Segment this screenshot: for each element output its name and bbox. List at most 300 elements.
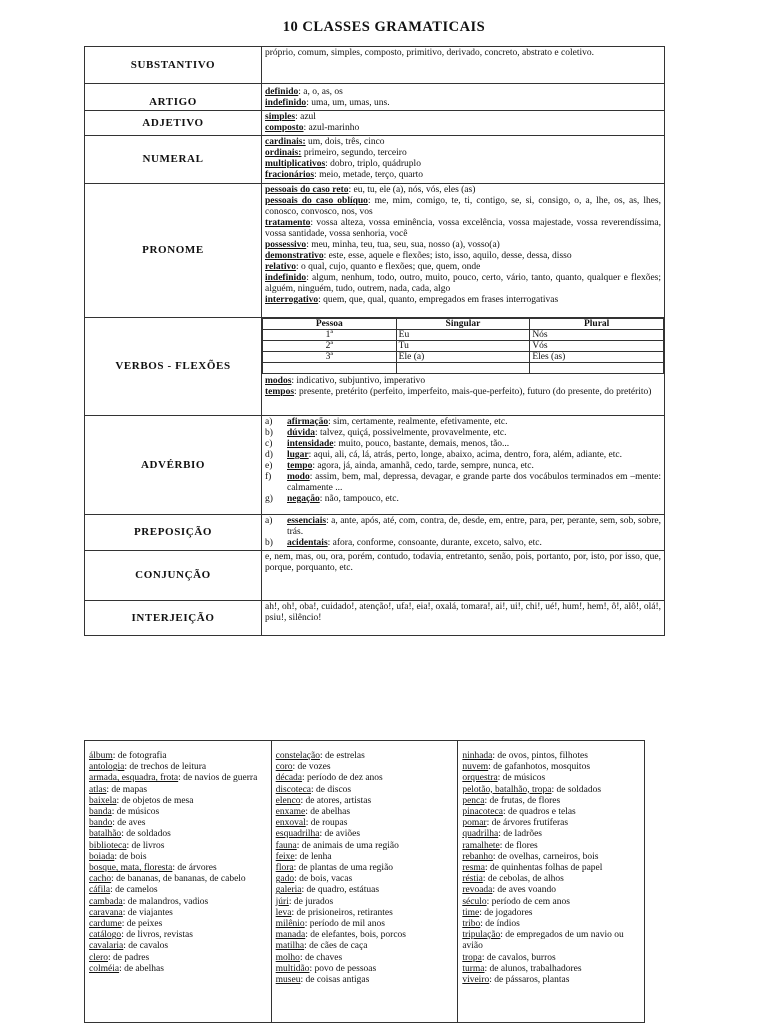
collective-meaning: : de músicos xyxy=(111,807,160,818)
item-key: lugar xyxy=(287,450,309,460)
entry-key: indefinido xyxy=(265,98,307,108)
collective-item xyxy=(89,818,267,829)
collective-item xyxy=(462,829,640,840)
collective-meaning: : de mapas xyxy=(106,784,148,795)
collective-item xyxy=(276,818,454,829)
item-key: afirmação xyxy=(287,417,329,427)
table-cell: Ele (a) xyxy=(396,352,530,363)
entry-text: : azul xyxy=(295,112,316,122)
collective-word: banda xyxy=(89,807,112,818)
entry-text: um, dois, três, cinco xyxy=(305,137,385,147)
class-content xyxy=(262,111,665,136)
item-marker: e) xyxy=(265,461,273,471)
collective-meaning: : de lenha xyxy=(294,851,332,862)
collective-meaning: : de alunos, trabalhadores xyxy=(484,963,582,974)
entry-key: fracionários xyxy=(265,170,315,180)
collective-word: década xyxy=(275,773,303,784)
collective-word: coro xyxy=(275,762,293,773)
collectives-column-3 xyxy=(458,741,645,1023)
collective-item xyxy=(462,796,640,807)
table-cell: 2ª xyxy=(263,341,397,352)
item-key: acidentais xyxy=(287,538,328,548)
collective-meaning: : de estrelas xyxy=(319,751,365,761)
entry-key: ordinais: xyxy=(265,148,302,158)
item-marker: b) xyxy=(265,538,273,548)
item-key: essenciais xyxy=(287,516,327,526)
collective-meaning: : de atores, artistas xyxy=(300,795,372,806)
table-row xyxy=(263,330,664,341)
item-text: lugar: aqui, ali, cá, lá, atrás, perto, longe, abaixo, acima, dentro, fora, além, adiante, etc. xyxy=(287,450,623,460)
collective-word: bando xyxy=(89,818,113,829)
collective-word: multidão xyxy=(275,963,310,974)
collective-word: revoada xyxy=(462,885,493,896)
entry-text: primeiro, segundo, terceiro xyxy=(301,148,407,158)
adverb-list xyxy=(265,417,661,505)
collective-word: século xyxy=(462,896,487,907)
collective-item xyxy=(89,964,267,975)
collective-item xyxy=(462,773,640,784)
collective-meaning: : de flores xyxy=(499,840,538,851)
collective-item xyxy=(276,930,454,941)
collective-word: cacho xyxy=(89,874,112,885)
collective-item xyxy=(89,919,267,930)
table-cell: Eles (as) xyxy=(530,352,664,363)
collective-item xyxy=(89,941,267,952)
class-label: SUBSTANTIVO xyxy=(85,47,262,84)
item-key: negação xyxy=(287,494,320,504)
item-text: afirmação: sim, certamente, realmente, efetivamente, etc. xyxy=(287,417,508,427)
item-key: dúvida xyxy=(287,428,315,438)
collective-meaning: : de navios de guerra xyxy=(178,773,258,784)
collective-meaning: : período de cem anos xyxy=(486,896,570,907)
collective-word: boiada xyxy=(89,851,115,862)
collective-word: turma xyxy=(462,963,485,974)
collective-meaning: : de elefantes, bois, porcos xyxy=(305,930,406,941)
collective-word: cáfila xyxy=(89,885,111,896)
collective-word: pelotão, batalhão, tropa xyxy=(462,784,552,795)
list-item xyxy=(265,461,661,472)
entry-text: : meu, minha, teu, tua, seu, sua, nosso (a), vosso(a) xyxy=(306,240,500,250)
item-marker: f) xyxy=(265,472,272,482)
collective-word: quadrilha xyxy=(462,829,499,840)
entry-text: : dobro, triplo, quádruplo xyxy=(325,159,421,169)
collective-item xyxy=(276,897,454,908)
collective-item xyxy=(462,874,640,885)
collective-meaning: : de frutas, de flores xyxy=(484,795,561,806)
table-row xyxy=(263,363,664,374)
entry-line xyxy=(265,87,661,98)
entry-key: relativo xyxy=(265,262,296,272)
collective-meaning: : de árvores xyxy=(172,863,217,874)
class-content xyxy=(262,184,665,318)
collective-meaning: : de animais de uma região xyxy=(296,840,399,851)
list-item xyxy=(265,428,661,439)
class-label: PRONOME xyxy=(85,184,262,318)
class-label: PREPOSIÇÃO xyxy=(85,515,262,551)
collective-item xyxy=(89,897,267,908)
collective-meaning: : de peixes xyxy=(121,919,163,930)
collective-meaning: : de ladrões xyxy=(498,829,542,840)
collective-word: colméia xyxy=(89,963,120,974)
collective-item xyxy=(276,807,454,818)
collective-word: cardume xyxy=(89,919,122,930)
collective-word: museu xyxy=(275,975,301,986)
collective-meaning: : de bois xyxy=(114,851,147,862)
collective-item xyxy=(276,975,454,986)
collective-word: antologia xyxy=(89,762,125,773)
collective-word: discoteca xyxy=(275,784,311,795)
collective-item xyxy=(89,930,267,941)
list-item xyxy=(265,538,661,549)
item-key: modo xyxy=(287,472,310,482)
collective-meaning: : de abelhas xyxy=(119,963,164,974)
list-item xyxy=(265,516,661,538)
collective-item xyxy=(89,762,267,773)
collective-meaning: : de objetos de mesa xyxy=(116,795,194,806)
collective-meaning: : de quadro, estátuas xyxy=(301,885,380,896)
collective-meaning: : de coisas antigas xyxy=(300,975,370,986)
collective-item xyxy=(276,874,454,885)
row-numeral xyxy=(85,136,665,184)
collective-word: réstia xyxy=(462,874,483,885)
collective-meaning: : de camelos xyxy=(110,885,158,896)
list-item xyxy=(265,472,661,494)
collective-item xyxy=(462,964,640,975)
collective-meaning: : de bois, vacas xyxy=(294,874,353,885)
collective-meaning: : de chaves xyxy=(299,952,343,963)
collective-word: nuvem xyxy=(462,762,489,773)
class-label: INTERJEIÇÃO xyxy=(85,601,262,636)
entry-key: modos xyxy=(265,376,292,386)
collective-word: catálogo xyxy=(89,930,122,941)
entry-line xyxy=(265,295,661,306)
entry-text: : algum, nenhum, todo, outro, muito, pouco, certo, vário, tanto, quanto, qualquer e flexões; alguém, ninguém, tudo, outrem, nada, cada, algo xyxy=(265,273,661,294)
item-text: negação: não, tampouco, etc. xyxy=(287,494,399,504)
class-label: CONJUNÇÃO xyxy=(85,551,262,601)
item-text: intensidade: muito, pouco, bastante, demais, menos, tão... xyxy=(287,439,510,449)
collective-word: cambada xyxy=(89,896,123,907)
entry-line xyxy=(265,123,661,134)
table-cell: Eu xyxy=(396,330,530,341)
page-title: 10 CLASSES GRAMATICAIS xyxy=(282,19,486,35)
entry-text: : o qual, cujo, quanto e flexões; que, quem, onde xyxy=(295,262,481,272)
collective-item xyxy=(89,841,267,852)
entry-line xyxy=(265,148,661,159)
collective-word: batalhão xyxy=(89,829,122,840)
conjugation-table xyxy=(262,318,664,374)
collective-meaning: : de cães de caça xyxy=(304,941,368,952)
collective-word: constelação xyxy=(275,751,320,761)
preposition-list xyxy=(265,516,661,549)
collective-word: milênio xyxy=(275,919,305,930)
collective-word: baixela xyxy=(89,795,117,806)
collective-item xyxy=(462,852,640,863)
collective-item xyxy=(276,852,454,863)
table-cell xyxy=(396,363,530,374)
class-content xyxy=(262,84,665,111)
collective-word: enxoval xyxy=(275,818,306,829)
collective-meaning: : de livros, revistas xyxy=(121,930,193,941)
entry-key: interrogativo xyxy=(265,295,319,305)
collective-meaning: : período de mil anos xyxy=(304,919,385,930)
row-verbos xyxy=(85,318,665,416)
collective-item xyxy=(276,829,454,840)
item-text: dúvida: talvez, quiçá, possivelmente, provavelmente, etc. xyxy=(287,428,507,438)
collective-meaning: : de vozes xyxy=(292,762,331,773)
class-content xyxy=(262,136,665,184)
collective-word: galeria xyxy=(275,885,302,896)
collective-item xyxy=(89,773,267,784)
entry-line xyxy=(265,218,661,240)
list-item xyxy=(265,417,661,428)
entry-line xyxy=(265,159,661,170)
item-key: intensidade xyxy=(287,439,334,449)
collective-word: bosque, mata, floresta xyxy=(89,863,173,874)
collective-word: viveiro xyxy=(462,975,490,986)
entry-key: pessoais do caso reto xyxy=(265,185,349,195)
collective-meaning: : de pássaros, plantas xyxy=(489,975,570,986)
class-content xyxy=(262,318,665,416)
collective-meaning: : de abelhas xyxy=(305,807,351,818)
collective-meaning: : de músicos xyxy=(497,773,546,784)
collective-meaning: : de trechos de leitura xyxy=(124,762,207,773)
collective-meaning: : de soldados xyxy=(121,829,171,840)
collective-item xyxy=(89,953,267,964)
collective-item xyxy=(462,908,640,919)
collective-word: álbum xyxy=(89,751,113,761)
entry-line xyxy=(265,273,661,295)
collective-item xyxy=(276,785,454,796)
entry-line xyxy=(265,376,661,387)
entry-key: demonstrativo xyxy=(265,251,324,261)
row-conjuncao xyxy=(85,551,665,601)
entry-text: : quem, que, qual, quanto, empregados em frases interrogativas xyxy=(318,295,559,305)
collective-meaning: : de empregados de um navio ou avião xyxy=(462,930,624,952)
collective-item xyxy=(89,829,267,840)
collectives-column-2 xyxy=(271,741,458,1023)
item-text: modo: assim, bem, mal, depressa, devagar, e grande parte dos vocábulos terminados em –mente: calmamente ... xyxy=(287,472,661,493)
collective-item xyxy=(276,908,454,919)
entry-key: indefinido xyxy=(265,273,307,283)
collective-item xyxy=(89,908,267,919)
collective-word: caravana xyxy=(89,907,123,918)
table-cell: 1ª xyxy=(263,330,397,341)
row-adjetivo xyxy=(85,111,665,136)
entry-key: multiplicativos xyxy=(265,159,326,169)
entry-line xyxy=(265,196,661,218)
collective-item xyxy=(276,885,454,896)
collective-word: rebanho xyxy=(462,851,493,862)
collective-meaning: : de discos xyxy=(311,784,352,795)
collective-meaning: : de aves voando xyxy=(492,885,556,896)
collective-meaning: : de roupas xyxy=(305,818,348,829)
collective-word: elenco xyxy=(275,795,301,806)
collective-word: orquestra xyxy=(462,773,498,784)
item-marker: b) xyxy=(265,428,273,438)
table-cell: Tu xyxy=(396,341,530,352)
entry-line xyxy=(265,240,661,251)
list-item xyxy=(265,439,661,450)
collective-item xyxy=(89,751,267,762)
collective-word: pinacoteca xyxy=(462,807,503,818)
item-text: tempo: agora, já, ainda, amanhã, cedo, tarde, sempre, nunca, etc. xyxy=(287,461,534,471)
collective-item xyxy=(276,841,454,852)
collective-item xyxy=(462,919,640,930)
collective-item xyxy=(89,852,267,863)
collective-item xyxy=(276,762,454,773)
collective-meaning: : de jogadores xyxy=(479,907,533,918)
collective-item xyxy=(276,919,454,930)
collective-item xyxy=(276,941,454,952)
classes-table xyxy=(84,46,665,636)
entry-text: : azul-marinho xyxy=(303,123,360,133)
collectives-table xyxy=(84,740,645,1023)
collective-item xyxy=(462,751,640,762)
entry-key: definido xyxy=(265,87,299,97)
collective-item xyxy=(462,975,640,986)
collective-word: flora xyxy=(275,863,294,874)
row-adverbio xyxy=(85,416,665,515)
collective-meaning: : de cebolas, de alhos xyxy=(482,874,564,885)
collective-meaning: : de quinhentas folhas de papel xyxy=(485,863,603,874)
class-label: VERBOS - FLEXÕES xyxy=(85,318,262,416)
collective-item xyxy=(462,930,640,952)
class-content: e, nem, mas, ou, ora, porém, contudo, todavia, entretanto, senão, pois, portanto, por, isto, por isso, que, porque, porquanto, etc. xyxy=(262,551,665,601)
entry-key: composto xyxy=(265,123,304,133)
entry-text: : vossa alteza, vossa eminência, vossa excelência, vossa majestade, vossa reverendíssima, vossa santidade, vossa senhoria, você xyxy=(265,218,661,239)
row-preposicao xyxy=(85,515,665,551)
collective-item xyxy=(462,897,640,908)
collective-meaning: : de viajantes xyxy=(122,907,173,918)
collective-item xyxy=(89,874,267,885)
collective-meaning: : de bananas, de bananas, de cabelo xyxy=(111,874,246,885)
entry-line xyxy=(265,185,661,196)
list-item xyxy=(265,450,661,461)
collective-meaning: : de aviões xyxy=(319,829,361,840)
table-cell xyxy=(263,363,397,374)
collective-meaning: : de quadros e telas xyxy=(502,807,576,818)
collective-word: tribo xyxy=(462,919,481,930)
collectives-column-1 xyxy=(85,741,272,1023)
list-item xyxy=(265,494,661,505)
entry-key: tempos xyxy=(265,387,295,397)
collective-word: leva xyxy=(275,907,292,918)
collective-word: biblioteca xyxy=(89,840,127,851)
collective-item xyxy=(89,807,267,818)
collective-word: time xyxy=(462,907,480,918)
collective-meaning: : povo de pessoas xyxy=(309,963,377,974)
collective-item xyxy=(276,953,454,964)
collective-word: clero xyxy=(89,952,108,963)
collective-word: júri xyxy=(275,896,289,907)
collective-meaning: : de padres xyxy=(108,952,150,963)
row-pronome xyxy=(85,184,665,318)
column-header: Singular xyxy=(396,319,530,330)
collective-word: enxame xyxy=(275,807,306,818)
collective-meaning: : de aves xyxy=(112,818,146,829)
collective-meaning: : de jurados xyxy=(288,896,334,907)
collective-word: atlas xyxy=(89,784,107,795)
item-text: essenciais: a, ante, após, até, com, contra, de, desde, em, entre, para, per, perante, sem, sob, sobre, trás. xyxy=(287,516,661,537)
entry-text: : este, esse, aquele e flexões; isto, isso, aquilo, desse, dessa, disso xyxy=(323,251,572,261)
collective-item xyxy=(276,863,454,874)
entry-key: possessivo xyxy=(265,240,307,250)
collective-meaning: : período de dez anos xyxy=(302,773,383,784)
collective-word: resma xyxy=(462,863,485,874)
collective-word: ramalhete xyxy=(462,840,500,851)
collective-item xyxy=(462,885,640,896)
entry-key: simples xyxy=(265,112,296,122)
class-content xyxy=(262,416,665,515)
item-marker: d) xyxy=(265,450,273,460)
class-content: próprio, comum, simples, composto, primitivo, derivado, concreto, abstrato e coletivo. xyxy=(262,47,665,84)
class-label: ARTIGO xyxy=(85,84,262,111)
table-row xyxy=(263,352,664,363)
entry-line xyxy=(265,112,661,123)
entry-text: : meio, metade, terço, quarto xyxy=(314,170,424,180)
verb-notes xyxy=(262,374,664,398)
collective-word: armada, esquadra, frota xyxy=(89,773,179,784)
collective-word: penca xyxy=(462,795,485,806)
collective-item xyxy=(462,863,640,874)
collective-item xyxy=(89,885,267,896)
entry-text: : presente, pretérito (perfeito, imperfeito, mais-que-perfeito), futuro (do presente, do pretérito) xyxy=(294,387,652,397)
row-substantivo xyxy=(85,47,665,84)
item-marker: c) xyxy=(265,439,273,449)
collective-meaning: : de índios xyxy=(480,919,520,930)
table-cell: 3ª xyxy=(263,352,397,363)
collective-meaning: : de cavalos xyxy=(123,941,169,952)
collective-meaning: : de gafanhotos, mosquitos xyxy=(488,762,591,773)
entry-text: : me, mim, comigo, te, ti, contigo, se, si, consigo, o, a, lhe, os, as, lhes, conosco, convosco, nos, vos xyxy=(265,196,662,217)
collective-word: feixe xyxy=(275,851,295,862)
entry-line xyxy=(265,251,661,262)
class-content: ah!, oh!, oba!, cuidado!, atenção!, ufa!, eia!, oxalá, tomara!, ai!, ui!, chi!, ué!, hum!, hem!, ô!, alô!, olá!, psiu!, silêncio! xyxy=(262,601,665,636)
entry-text: : eu, tu, ele (a), nós, vós, eles (as) xyxy=(348,185,476,195)
item-text: acidentais: afora, conforme, consoante, durante, exceto, salvo, etc. xyxy=(287,538,542,548)
class-label: ADVÉRBIO xyxy=(85,416,262,515)
item-marker: g) xyxy=(265,494,273,504)
collective-meaning: : de cavalos, burros xyxy=(481,952,556,963)
table-cell xyxy=(530,363,664,374)
table-cell: Nós xyxy=(530,330,664,341)
column-header: Plural xyxy=(530,319,664,330)
column-header: Pessoa xyxy=(263,319,397,330)
collective-meaning: : de fotografia xyxy=(112,751,167,761)
row-interjeicao xyxy=(85,601,665,636)
collective-word: fauna xyxy=(275,840,297,851)
entry-key: pessoais do caso oblíquo xyxy=(265,196,368,206)
collective-meaning: : de ovelhas, carneiros, bois xyxy=(492,851,599,862)
collective-item xyxy=(89,785,267,796)
entry-key: cardinais: xyxy=(265,137,306,147)
collective-word: tropa xyxy=(462,952,482,963)
collective-word: pomar xyxy=(462,818,487,829)
collective-item xyxy=(462,841,640,852)
table-row xyxy=(263,341,664,352)
collective-item xyxy=(462,953,640,964)
collective-meaning: : de malandros, vadios xyxy=(122,896,209,907)
collective-item xyxy=(276,751,454,762)
class-label: ADJETIVO xyxy=(85,111,262,136)
entry-line xyxy=(265,262,661,273)
item-marker: a) xyxy=(265,516,273,526)
collective-word: manada xyxy=(275,930,306,941)
entry-line xyxy=(265,98,661,109)
class-label: NUMERAL xyxy=(85,136,262,184)
table-cell: Vós xyxy=(530,341,664,352)
collective-item xyxy=(462,762,640,773)
